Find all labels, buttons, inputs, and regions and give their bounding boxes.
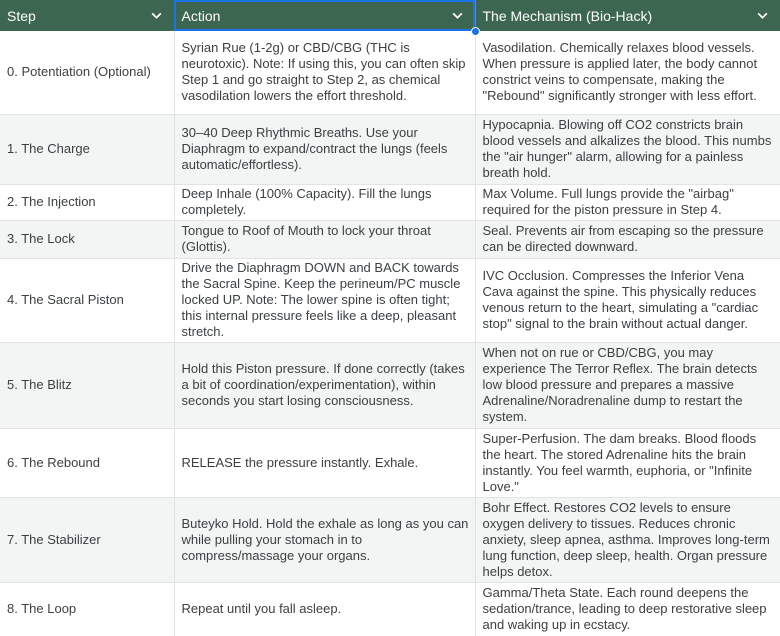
step-cell[interactable]: 1. The Charge <box>0 114 174 184</box>
table-row <box>0 582 780 636</box>
action-cell[interactable]: Hold this Piston pressure. If done correctly (takes a bit of coordination/experimentation), within seconds you start losing consciousness. <box>174 342 475 428</box>
column-header-action[interactable] <box>174 0 475 31</box>
step-cell[interactable]: 0. Potentiation (Optional) <box>0 31 174 114</box>
action-cell[interactable]: Drive the Diaphragm DOWN and BACK towards the Sacral Spine. Keep the perineum/PC muscle locked UP. Note: The lower spine is often tight; this internal pressure feels like a deep, pleasant stretch. <box>174 258 475 342</box>
mechanism-cell[interactable]: Bohr Effect. Restores CO2 levels to ensure oxygen delivery to tissues. Reduces chronic anxiety, sleep apnea, asthma. Improves long-term lung function, deep sleep, health. Organ pressure helps detox. <box>475 497 780 582</box>
column-header-label: Action <box>181 8 221 25</box>
step-cell[interactable]: 8. The Loop <box>0 582 174 636</box>
mechanism-cell[interactable]: Max Volume. Full lungs provide the "airbag" required for the piston pressure in Step 4. <box>475 184 780 220</box>
action-cell[interactable]: Deep Inhale (100% Capacity). Fill the lungs completely. <box>174 184 475 220</box>
mechanism-cell[interactable]: When not on rue or CBD/CBG, you may experience The Terror Reflex. The brain detects low blood pressure and prepares a massive Adrenaline/Noradrenaline dump to restart the system. <box>475 342 780 428</box>
chevron-down-icon[interactable] <box>451 9 464 22</box>
mechanism-cell[interactable]: Seal. Prevents air from escaping so the pressure can be directed downward. <box>475 220 780 258</box>
table-row <box>0 184 780 220</box>
column-header-step[interactable] <box>0 0 174 31</box>
table-row <box>0 497 780 582</box>
table-row <box>0 258 780 342</box>
mechanism-cell[interactable]: Super-Perfusion. The dam breaks. Blood floods the heart. The stored Adrenaline hits the brain instantly. You feel warmth, euphoria, or "Infinite Love." <box>475 428 780 497</box>
mechanism-cell[interactable]: Hypocapnia. Blowing off CO2 constricts brain blood vessels and alkalizes the blood. This numbs the "air hunger" alarm, allowing for a painless breath hold. <box>475 114 780 184</box>
column-header-mechanism[interactable] <box>475 0 780 31</box>
action-cell[interactable]: RELEASE the pressure instantly. Exhale. <box>174 428 475 497</box>
step-cell[interactable]: 6. The Rebound <box>0 428 174 497</box>
action-cell[interactable]: Tongue to Roof of Mouth to lock your throat (Glottis). <box>174 220 475 258</box>
column-header-label: The Mechanism (Bio-Hack) <box>482 8 653 25</box>
step-cell[interactable]: 5. The Blitz <box>0 342 174 428</box>
action-cell[interactable]: Buteyko Hold. Hold the exhale as long as you can while pulling your stomach in to compress/massage your organs. <box>174 497 475 582</box>
action-cell[interactable]: Syrian Rue (1-2g) or CBD/CBG (THC is neurotoxic). Note: If using this, you can often skip Step 1 and go straight to Step 2, as chemical vasodilation lowers the effort threshold. <box>174 31 475 114</box>
column-header-label: Step <box>7 8 36 25</box>
table-row <box>0 342 780 428</box>
mechanism-cell[interactable]: Gamma/Theta State. Each round deepens the sedation/trance, leading to deep restorative sleep and waking up in ecstacy. <box>475 582 780 636</box>
header-row <box>0 0 780 31</box>
selection-fill-handle[interactable] <box>471 27 480 36</box>
mechanism-cell[interactable]: Vasodilation. Chemically relaxes blood vessels. When pressure is applied later, the body cannot constrict veins to compensate, making the "Rebound" significantly stronger with less effort. <box>475 31 780 114</box>
step-cell[interactable]: 7. The Stabilizer <box>0 497 174 582</box>
chevron-down-icon[interactable] <box>756 9 769 22</box>
table-row <box>0 31 780 114</box>
table-row <box>0 220 780 258</box>
step-cell[interactable]: 4. The Sacral Piston <box>0 258 174 342</box>
step-cell[interactable]: 3. The Lock <box>0 220 174 258</box>
table-row <box>0 114 780 184</box>
mechanism-cell[interactable]: IVC Occlusion. Compresses the Inferior Vena Cava against the spine. This physically reduces venous return to the heart, simulating a "cardiac stop" signal to the brain without actual danger. <box>475 258 780 342</box>
chevron-down-icon[interactable] <box>150 9 163 22</box>
step-cell[interactable]: 2. The Injection <box>0 184 174 220</box>
action-cell[interactable]: Repeat until you fall asleep. <box>174 582 475 636</box>
table-row <box>0 428 780 497</box>
action-cell[interactable]: 30–40 Deep Rhythmic Breaths. Use your Diaphragm to expand/contract the lungs (feels automatic/effortless). <box>174 114 475 184</box>
